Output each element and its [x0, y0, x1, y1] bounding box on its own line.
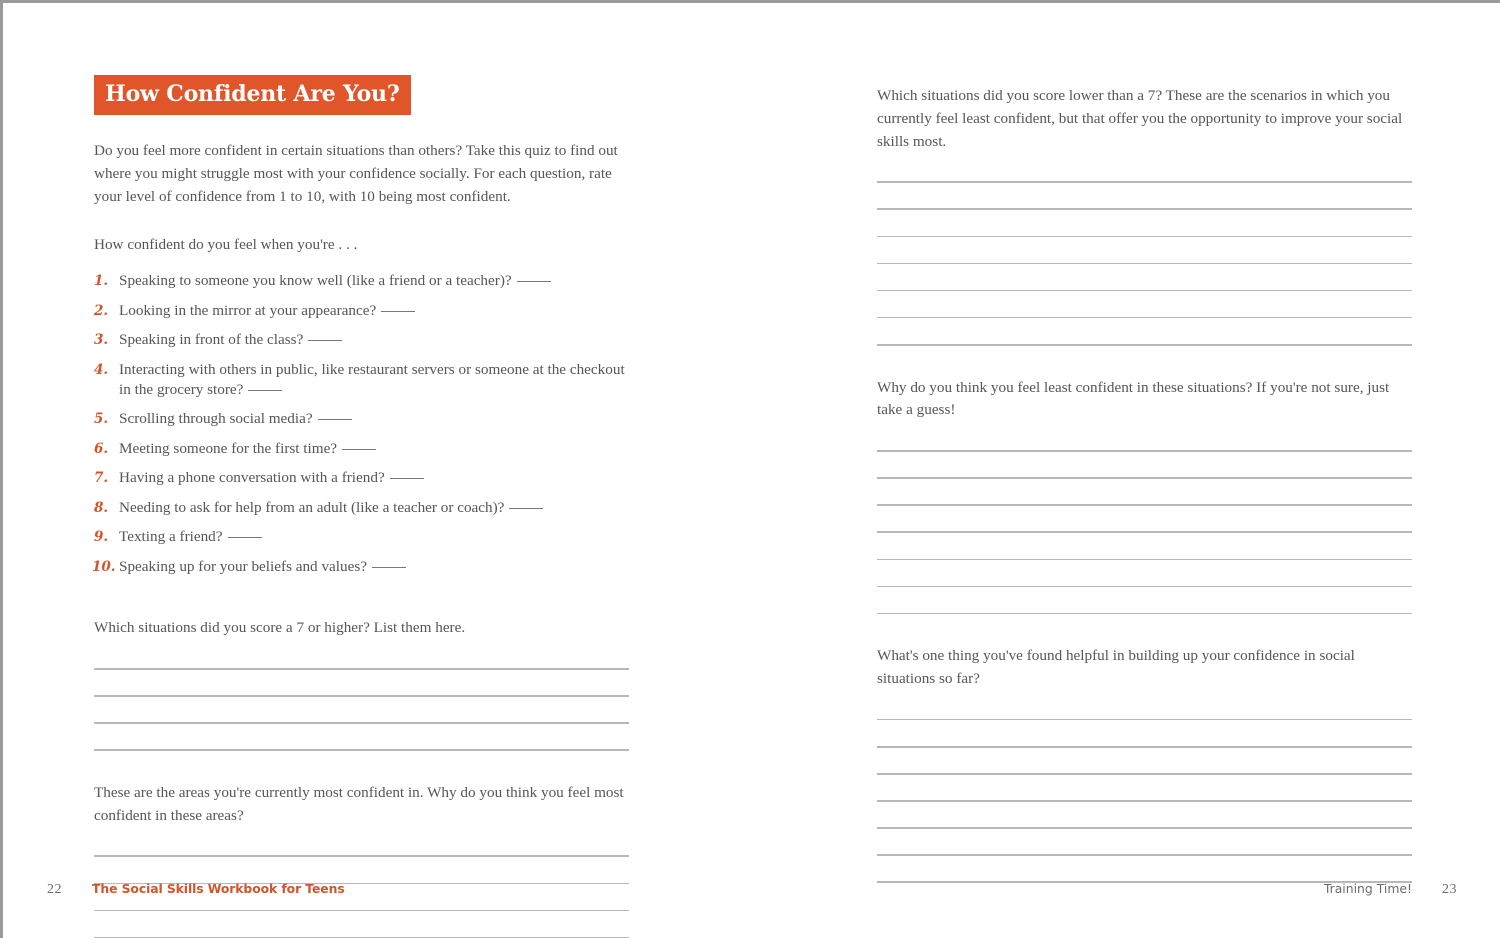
quiz-item-number: 10.	[92, 558, 116, 575]
answer-line[interactable]	[877, 263, 1412, 265]
answer-blank[interactable]	[372, 567, 406, 568]
answer-lines-block-2	[877, 450, 1412, 614]
answer-blank[interactable]	[318, 419, 352, 420]
prompt-score-seven-or-higher: Which situations did you score a 7 or higher? List them here.	[94, 619, 466, 637]
answer-line[interactable]	[877, 290, 1412, 292]
answer-line[interactable]	[877, 317, 1412, 319]
answer-line[interactable]	[877, 208, 1412, 210]
quiz-item-number: 1.	[94, 273, 109, 290]
page-number: 22	[47, 882, 62, 897]
answer-line[interactable]	[877, 504, 1412, 506]
quiz-list	[94, 271, 629, 577]
prompt-helpful-thing: What's one thing you've found helpful in building up your confidence in social situations so far?	[877, 647, 1355, 688]
quiz-item	[94, 301, 629, 321]
quiz-item-text: Interacting with others in public, like restaurant servers or someone at the checkout in the grocery store?	[119, 360, 625, 398]
quiz-item-number: 5.	[94, 411, 109, 428]
left-page	[3, 3, 753, 938]
quiz-item-text: Scrolling through social media?	[119, 410, 313, 428]
answer-blank[interactable]	[342, 449, 376, 450]
quiz-item-number: 8.	[94, 499, 109, 516]
quiz-item-text: Speaking to someone you know well (like a friend or a teacher)?	[119, 272, 512, 290]
answer-line[interactable]	[877, 854, 1412, 856]
answer-line[interactable]	[877, 181, 1412, 183]
answer-line[interactable]	[877, 800, 1412, 802]
answer-line[interactable]	[94, 668, 629, 670]
quiz-item	[94, 271, 629, 291]
answer-line[interactable]	[94, 855, 629, 857]
quiz-item-text: Speaking in front of the class?	[119, 331, 304, 349]
quiz-item-text: Needing to ask for help from an adult (like a teacher or coach)?	[119, 498, 505, 516]
prompt-score-lower-than-seven: Which situations did you score lower than a 7? These are the scenarios in which you currently feel least confident, but that offer you the opportunity to improve your social skills most.	[877, 87, 1403, 150]
quiz-item	[94, 409, 629, 429]
quiz-item-text: Meeting someone for the first time?	[119, 439, 338, 457]
spacer	[94, 640, 629, 668]
answer-blank[interactable]	[381, 311, 415, 312]
quiz-item-number: 2.	[94, 302, 109, 319]
section-heading: How Confident Are You?	[94, 75, 411, 115]
spacer	[877, 691, 1412, 719]
quiz-item	[94, 439, 629, 459]
quiz-item	[94, 557, 629, 577]
spacer	[94, 586, 629, 617]
right-page-content	[877, 85, 1412, 883]
running-head-title: The Social Skills Workbook for Teens	[92, 881, 345, 896]
answer-blank[interactable]	[308, 340, 342, 341]
answer-lines-block-1	[94, 668, 629, 751]
answer-line[interactable]	[877, 586, 1412, 588]
right-page	[753, 3, 1500, 938]
answer-blank[interactable]	[517, 281, 551, 282]
answer-line[interactable]	[877, 477, 1412, 479]
quiz-item-text: Speaking up for your beliefs and values?	[119, 557, 367, 575]
answer-line[interactable]	[877, 827, 1412, 829]
spacer	[94, 751, 629, 782]
page-number: 23	[1442, 882, 1457, 897]
answer-blank[interactable]	[248, 390, 282, 391]
answer-blank[interactable]	[509, 508, 543, 509]
prompt-why-least-confident: Why do you think you feel least confident in these situations? If you're not sure, just take a guess!	[877, 378, 1390, 419]
quiz-item-number: 9.	[94, 529, 109, 546]
answer-line[interactable]	[94, 910, 629, 912]
answer-blank[interactable]	[390, 478, 424, 479]
quiz-item-number: 6.	[94, 440, 109, 457]
spacer	[877, 614, 1412, 645]
answer-line[interactable]	[877, 531, 1412, 533]
quiz-item-text: Looking in the mirror at your appearance?	[119, 301, 377, 319]
quiz-lead-in: How confident do you feel when you're . . .	[94, 236, 358, 254]
quiz-item-number: 4.	[94, 361, 109, 378]
answer-line[interactable]	[94, 722, 629, 724]
quiz-item	[94, 330, 629, 350]
quiz-item	[94, 527, 629, 547]
answer-lines-block-3	[877, 719, 1412, 883]
quiz-item	[94, 360, 629, 400]
spacer	[94, 827, 629, 855]
spacer	[877, 153, 1412, 181]
answer-line[interactable]	[877, 450, 1412, 452]
running-head-chapter: Training Time!	[1323, 881, 1412, 896]
answer-blank[interactable]	[228, 537, 262, 538]
quiz-item	[94, 468, 629, 488]
answer-line[interactable]	[877, 559, 1412, 561]
prompt-most-confident-areas: These are the areas you're currently most confident in. Why do you think you feel most confident in these areas?	[94, 783, 624, 824]
answer-line[interactable]	[877, 236, 1412, 238]
spacer	[877, 346, 1412, 377]
quiz-item-number: 7.	[94, 470, 109, 487]
answer-lines-block-1	[877, 181, 1412, 345]
intro-paragraph: Do you feel more confident in certain situations than others? Take this quiz to find out where you might struggle most with your confidence socially. For each question, rate your level of confidence from 1 to 10, with 10 being most confident.	[94, 142, 618, 205]
quiz-item-text: Having a phone conversation with a friend?	[119, 469, 385, 487]
left-page-content	[94, 75, 629, 938]
answer-line[interactable]	[94, 695, 629, 697]
answer-line[interactable]	[877, 746, 1412, 748]
answer-line[interactable]	[877, 773, 1412, 775]
answer-line[interactable]	[877, 719, 1412, 721]
quiz-item-number: 3.	[94, 332, 109, 349]
quiz-item-text: Texting a friend?	[119, 528, 223, 546]
right-page-footer	[1324, 881, 1457, 898]
spacer	[877, 422, 1412, 450]
left-page-footer	[47, 881, 345, 898]
quiz-item	[94, 498, 629, 518]
